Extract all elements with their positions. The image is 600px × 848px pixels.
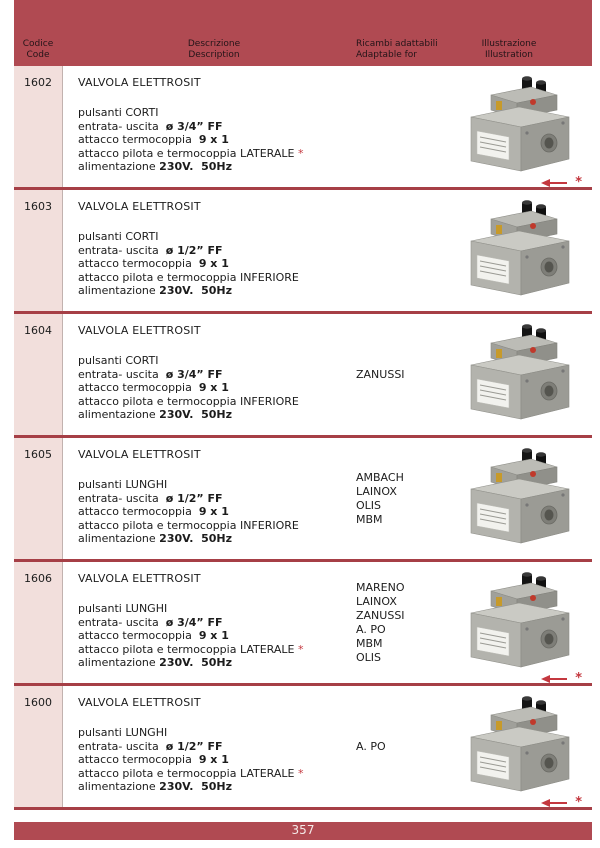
description-line: pulsanti CORTI [78, 230, 159, 243]
left-arrow-line-icon [550, 678, 567, 680]
gas-valve-photo [465, 197, 575, 297]
page-number-bar [14, 822, 592, 840]
brand-name: ZANUSSI [356, 608, 405, 622]
gas-valve-photo [465, 693, 575, 793]
asterisk-marker: * [575, 175, 582, 190]
product-row [14, 686, 592, 810]
description-line: alimentazione 230V. 50Hz [78, 532, 232, 545]
product-code: 1605 [14, 438, 62, 559]
product-code: 1602 [14, 66, 62, 187]
column-header-description-en: Description [188, 50, 240, 60]
description-line: alimentazione 230V. 50Hz [78, 160, 232, 173]
column-header-description-it: Descrizione [187, 39, 241, 49]
brand-name: A. PO [356, 739, 386, 753]
product-row [14, 66, 592, 190]
reset-button-icon [530, 471, 536, 477]
column-divider [62, 438, 63, 559]
product-description [78, 478, 348, 546]
description-line: pulsanti CORTI [78, 106, 159, 119]
adaptable-brands [356, 314, 451, 435]
adaptable-brands [356, 438, 451, 559]
column-divider [62, 562, 63, 683]
brass-fitting-icon [496, 721, 502, 730]
description-line: entrata- uscita ø 1/2” FF [78, 243, 223, 257]
column-header-adaptable [356, 39, 438, 61]
product-title: VALVOLA ELETTROSIT [78, 76, 201, 89]
column-header-adaptable-it: Ricambi adattabili [356, 39, 438, 49]
asterisk-marker: * [575, 671, 582, 686]
product-description-cell [78, 324, 348, 422]
description-line: attacco pilota e termocoppia LATERALE * [78, 766, 304, 780]
product-description [78, 726, 348, 794]
brand-name: LAINOX [356, 484, 397, 498]
reset-button-icon [530, 347, 536, 353]
description-line: attacco termocoppia 9 x 1 [78, 505, 229, 518]
description-line: pulsanti LUNGHI [78, 602, 168, 615]
description-line: attacco termocoppia 9 x 1 [78, 381, 229, 394]
left-arrow-line-icon [550, 802, 567, 804]
description-line: attacco termocoppia 9 x 1 [78, 257, 229, 270]
brand-name: OLIS [356, 498, 382, 512]
description-line: pulsanti LUNGHI [78, 726, 168, 739]
lateral-arrow-indicator [541, 673, 582, 685]
description-line: entrata- uscita ø 1/2” FF [78, 491, 223, 505]
description-line: pulsanti LUNGHI [78, 478, 168, 491]
gas-valve-photo [465, 445, 575, 545]
product-description-cell [78, 696, 348, 794]
lateral-arrow-indicator [541, 177, 582, 189]
product-illustration [456, 73, 584, 190]
description-line: attacco termocoppia 9 x 1 [78, 629, 229, 642]
description-line: attacco pilota e termocoppia INFERIORE [78, 394, 299, 408]
product-title: VALVOLA ELETTROSIT [78, 200, 201, 213]
adaptable-brands [356, 686, 451, 807]
brass-fitting-icon [496, 101, 502, 110]
left-arrow-icon [541, 675, 550, 683]
product-row [14, 438, 592, 562]
product-code: 1606 [14, 562, 62, 683]
brand-name: LAINOX [356, 594, 397, 608]
brass-fitting-icon [496, 225, 502, 234]
reset-button-icon [530, 223, 536, 229]
column-header-adaptable-en: Adaptable for [356, 50, 417, 60]
product-row [14, 562, 592, 686]
product-title: VALVOLA ELETTROSIT [78, 324, 201, 337]
column-header-code-it: Codice [22, 39, 54, 49]
brand-name: AMBACH [356, 470, 404, 484]
column-header-code-en: Code [26, 50, 50, 60]
brand-name: MBM [356, 512, 383, 526]
brass-fitting-icon [496, 473, 502, 482]
reset-button-icon [530, 719, 536, 725]
description-line: attacco pilota e termocoppia LATERALE * [78, 642, 304, 656]
product-description-cell [78, 448, 348, 546]
product-description [78, 354, 348, 422]
product-title: VALVOLA ELETTROSIT [78, 696, 201, 709]
description-line: attacco termocoppia 9 x 1 [78, 133, 229, 146]
gas-valve-photo [465, 569, 575, 669]
column-divider [62, 66, 63, 187]
product-description-cell [78, 200, 348, 298]
gas-valve-photo [465, 73, 575, 173]
product-code: 1604 [14, 314, 62, 435]
column-header-illustration-it: Illustrazione [481, 39, 537, 49]
left-arrow-icon [541, 799, 550, 807]
description-line: alimentazione 230V. 50Hz [78, 656, 232, 669]
left-arrow-line-icon [550, 182, 567, 184]
adaptable-brands [356, 66, 451, 187]
product-row [14, 314, 592, 438]
product-description [78, 106, 348, 174]
table-header [14, 0, 592, 66]
description-line: attacco pilota e termocoppia INFERIORE [78, 518, 299, 532]
product-description [78, 602, 348, 670]
product-description-cell [78, 76, 348, 174]
column-divider [62, 314, 63, 435]
product-illustration [456, 569, 584, 686]
column-divider [62, 686, 63, 807]
description-line: alimentazione 230V. 50Hz [78, 780, 232, 793]
column-header-code [14, 39, 62, 61]
left-arrow-icon [541, 179, 550, 187]
description-line: attacco termocoppia 9 x 1 [78, 753, 229, 766]
product-code: 1603 [14, 190, 62, 311]
product-description-cell [78, 572, 348, 670]
description-line: entrata- uscita ø 1/2” FF [78, 739, 223, 753]
description-line: entrata- uscita ø 3/4” FF [78, 119, 223, 133]
adaptable-brands [356, 562, 451, 683]
lateral-arrow-indicator [541, 797, 582, 809]
product-table [14, 66, 592, 810]
gas-valve-photo [465, 321, 575, 421]
brand-name: A. PO [356, 622, 386, 636]
description-line: attacco pilota e termocoppia INFERIORE [78, 270, 299, 284]
brand-name: ZANUSSI [356, 367, 405, 381]
page-number: 357 [291, 823, 315, 837]
column-header-illustration-en: Illustration [484, 50, 534, 60]
product-illustration [456, 197, 584, 311]
column-header-description [144, 39, 284, 61]
product-code: 1600 [14, 686, 62, 807]
product-title: VALVOLA ELETTROSIT [78, 448, 201, 461]
column-header-illustration [444, 39, 574, 61]
reset-button-icon [530, 99, 536, 105]
product-illustration [456, 693, 584, 810]
description-line: pulsanti CORTI [78, 354, 159, 367]
asterisk-marker: * [575, 795, 582, 810]
column-divider [62, 190, 63, 311]
product-illustration [456, 321, 584, 435]
brass-fitting-icon [496, 597, 502, 606]
adaptable-brands [356, 190, 451, 311]
brand-name: OLIS [356, 650, 382, 664]
brand-name: MARENO [356, 580, 405, 594]
description-line: alimentazione 230V. 50Hz [78, 284, 232, 297]
product-title: VALVOLA ELETTROSIT [78, 572, 201, 585]
reset-button-icon [530, 595, 536, 601]
product-description [78, 230, 348, 298]
description-line: entrata- uscita ø 3/4” FF [78, 367, 223, 381]
brand-name: MBM [356, 636, 383, 650]
brass-fitting-icon [496, 349, 502, 358]
description-line: entrata- uscita ø 3/4” FF [78, 615, 223, 629]
product-illustration [456, 445, 584, 559]
description-line: attacco pilota e termocoppia LATERALE * [78, 146, 304, 160]
description-line: alimentazione 230V. 50Hz [78, 408, 232, 421]
product-row [14, 190, 592, 314]
